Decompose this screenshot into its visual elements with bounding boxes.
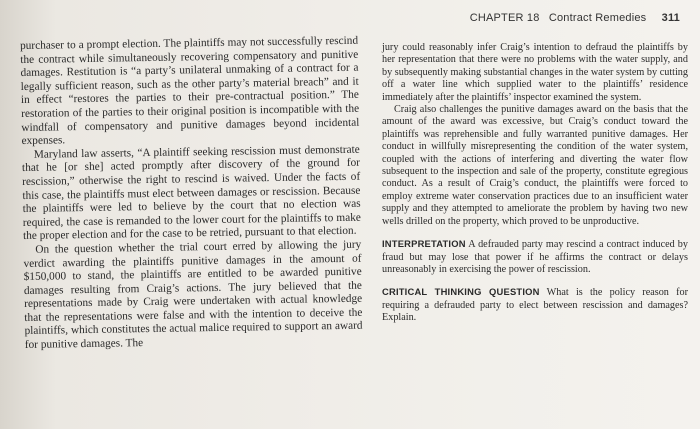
chapter-label: CHAPTER 18 xyxy=(469,12,540,24)
chapter-title: Contract Remedies xyxy=(548,12,647,24)
interpretation-label: INTERPRETATION xyxy=(382,238,466,250)
critical-thinking-text: What is the policy reason for requiring a defrauded party to elect between rescission and damages? Explain. xyxy=(382,287,688,324)
critical-thinking-label: CRITICAL THINKING QUESTION xyxy=(382,286,540,298)
left-column xyxy=(20,35,363,353)
page-number: 311 xyxy=(661,12,680,24)
left-paragraph-2: Maryland law asserts, “A plaintiff seeking rescission must demonstrate that he [or she] acted promptly after discovery of the ground for rescission,” otherwise the right to rescind is waived. Under the facts of this case, the plaintiffs must elect between damages or rescission. Because the plaintiffs were led to believe by the court that no election was required, the case is remanded to the lower court for the plaintiffs to make the proper election and for the case to be retried, pursuant to that election. xyxy=(21,143,361,243)
right-paragraph-2: Craig also challenges the punitive damages award on the basis that the amount of the award was excessive, but Craig’s conduct toward the plaintiffs was reprehensible and fully warranted punitive damages. Her conduct in willfully misrepresenting the condition of the water system, coupled with the actions of interfering and diverting the water flow subsequent to the inspection and sale of the property, constitute egregious conduct. As a result of Craig’s conduct, the plaintiffs were forced to employ extreme water conservation practices due to an insufficient water supply and they attempted to ameliorate the problem by having two new wells drilled on the property, which proved to be unproductive. xyxy=(382,104,688,227)
interpretation-block xyxy=(382,238,688,276)
interpretation-text: A defrauded party may rescind a contract induced by fraud but may lose that power if he affirms the contract or delays unreasonably in exercising the power of rescission. xyxy=(382,239,688,275)
running-head xyxy=(470,12,680,24)
right-column xyxy=(382,42,688,325)
right-paragraph-1: jury could reasonably infer Craig’s intention to defraud the plaintiffs by her representation that there were no problems with the water supply, and by subsequently making substantial changes in the water system by cutting off a water line which supplied water to the plaintiffs’ residence immediately after the plaintiffs’ inspector examined the system. xyxy=(382,42,688,103)
left-paragraph-3: On the question whether the trial court erred by allowing the jury verdict awarding the plaintiffs punitive damages in the amount of $150,000 to stand, the plaintiffs are entitled to be awarded punitive damages resulting from Craig’s actions. The jury believed that the representations made by Craig were undertaken with actual knowledge that the representations were false and with the intention to deceive the plaintiffs, which constitutes the actual malice required to support an award for punitive damages. The xyxy=(23,238,363,352)
critical-thinking-block xyxy=(382,286,688,324)
left-paragraph-1: purchaser to a prompt election. The plaintiffs may not successfully rescind the contract while simultaneously recovering compensatory and punitive damages. Restitution is “a party’s unilateral unmaking of a contract for a legally sufficient reason, such as the other party’s material breach” and it in effect “restores the parties to their pre-contractual position.” The restoration of the parties to their original position is incompatible with the windfall of compensatory and punitive damages beyond incidental expenses. xyxy=(20,34,360,148)
